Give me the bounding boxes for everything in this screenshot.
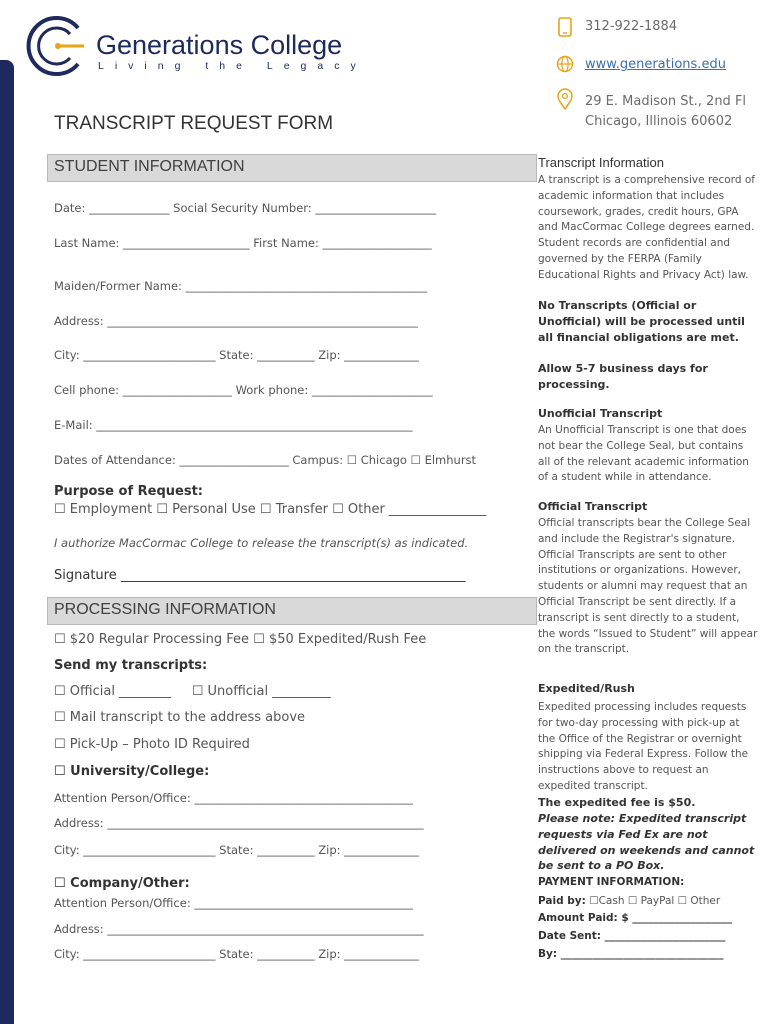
expedited-fee: The expedited fee is $50. xyxy=(538,796,696,809)
date-ssn-field[interactable]: Date: ______________ Social Security Number: _____________________ xyxy=(54,201,437,215)
purpose-options[interactable]: ☐ Employment ☐ Personal Use ☐ Transfer ☐ Other _______________ xyxy=(54,502,487,517)
paid-by-label: Paid by: xyxy=(538,895,586,907)
unofficial-text: An Unofficial Transcript is one that does not bear the College Seal, but contains all of the relevant academic information of a student while in attendance. xyxy=(538,424,749,484)
fee-options[interactable]: ☐ $20 Regular Processing Fee ☐ $50 Expedited/Rush Fee xyxy=(54,632,427,647)
brand-name: Generations College xyxy=(96,30,343,60)
processing-time-notice: Allow 5-7 business days for processing. xyxy=(538,362,708,391)
university-address-field[interactable]: Address: _______________________________________________________ xyxy=(54,816,424,830)
phone-icon xyxy=(557,17,573,37)
send-transcripts-label: Send my transcripts: xyxy=(54,658,208,673)
city-state-zip-field[interactable]: City: _______________________ State: __________ Zip: _____________ xyxy=(54,348,419,362)
college-logo-icon xyxy=(26,14,90,78)
company-option[interactable]: ☐ Company/Other: xyxy=(54,876,190,891)
website-link[interactable]: www.generations.edu xyxy=(585,57,726,72)
pickup-option[interactable]: ☐ Pick-Up – Photo ID Required xyxy=(54,737,250,752)
location-pin-icon xyxy=(556,88,574,110)
mail-option[interactable]: ☐ Mail transcript to the address above xyxy=(54,710,306,725)
decorative-navy-bar xyxy=(0,60,14,1024)
transcript-info-heading: Transcript Information xyxy=(538,155,664,170)
amount-paid-field[interactable]: Amount Paid: $ ___________________ xyxy=(538,912,733,924)
expedited-text: Expedited processing includes requests for two-day processing with pick-up at the Office of the Registrar or overnight shipping via Federal Express. Follow the instructions above to request an expedited transcript. xyxy=(538,701,749,792)
company-address-field[interactable]: Address: _______________________________________________________ xyxy=(54,922,424,936)
university-option[interactable]: ☐ University/College: xyxy=(54,764,210,779)
brand-tagline: Living the Legacy xyxy=(98,60,367,72)
payment-heading: PAYMENT INFORMATION: xyxy=(538,876,685,888)
university-attention-field[interactable]: Attention Person/Office: ______________________________________ xyxy=(54,791,413,805)
phone-fields[interactable]: Cell phone: ___________________ Work phone: _____________________ xyxy=(54,383,433,397)
signature-field[interactable]: Signature _____________________________________________________ xyxy=(54,568,466,583)
paid-by-row[interactable] xyxy=(538,895,720,907)
company-city-field[interactable]: City: _______________________ State: __________ Zip: _____________ xyxy=(54,947,419,961)
paid-by-options[interactable]: ☐Cash ☐ PayPal ☐ Other xyxy=(589,895,721,907)
official-text: Official transcripts bear the College Seal and include the Registrar's signature. Official Transcripts are sent to other institutions or organizations. However, students or alumni may request that an Official Transcript be sent directly. If a transcript is sent directly to a student, the words “Issued to Student” will appear on the transcript. xyxy=(538,517,758,656)
student-section-title: STUDENT INFORMATION xyxy=(54,158,245,175)
maiden-name-field[interactable]: Maiden/Former Name: __________________________________________ xyxy=(54,279,428,293)
attendance-campus-field[interactable]: Dates of Attendance: ___________________ Campus: ☐ Chicago ☐ Elmhurst xyxy=(54,453,477,467)
contact-phone: 312-922-1884 xyxy=(585,19,678,34)
no-transcripts-notice: No Transcripts (Official or Unofficial) will be processed until all financial obligations are met. xyxy=(538,299,745,344)
expedited-heading: Expedited/Rush xyxy=(538,682,635,695)
address-line2: Chicago, Illinois 60602 xyxy=(585,114,733,129)
university-city-field[interactable]: City: _______________________ State: __________ Zip: _____________ xyxy=(54,843,419,857)
official-heading: Official Transcript xyxy=(538,500,648,513)
name-fields[interactable]: Last Name: ______________________ First Name: ___________________ xyxy=(54,236,432,250)
authorization-text: I authorize MacCormac College to release the transcript(s) as indicated. xyxy=(54,536,469,550)
unofficial-heading: Unofficial Transcript xyxy=(538,407,663,420)
by-field[interactable]: By: _______________________________ xyxy=(538,948,724,960)
purpose-label: Purpose of Request: xyxy=(54,484,203,499)
form-title: TRANSCRIPT REQUEST FORM xyxy=(54,113,334,134)
transcript-info-text: A transcript is a comprehensive record of academic information that includes coursework, grades, credit hours, GPA and MacCormac College degrees earned. Student records are confidential and governed by the FERPA (Family Educational Rights and Privacy Act) law. xyxy=(538,174,755,281)
email-field[interactable]: E-Mail: _______________________________________________________ xyxy=(54,418,413,432)
processing-section-title: PROCESSING INFORMATION xyxy=(54,601,276,618)
globe-icon xyxy=(556,55,574,73)
address-line1: 29 E. Madison St., 2nd Fl xyxy=(585,94,747,109)
address-field[interactable]: Address: ______________________________________________________ xyxy=(54,314,418,328)
date-sent-field[interactable]: Date Sent: _______________________ xyxy=(538,930,726,942)
expedited-note: Please note: Expedited transcript requests via Fed Ex are not delivered on weekends and cannot be sent to a PO Box. xyxy=(538,812,755,873)
official-unofficial-options[interactable]: ☐ Official ________ ☐ Unofficial _________ xyxy=(54,684,331,699)
company-attention-field[interactable]: Attention Person/Office: ______________________________________ xyxy=(54,896,413,910)
